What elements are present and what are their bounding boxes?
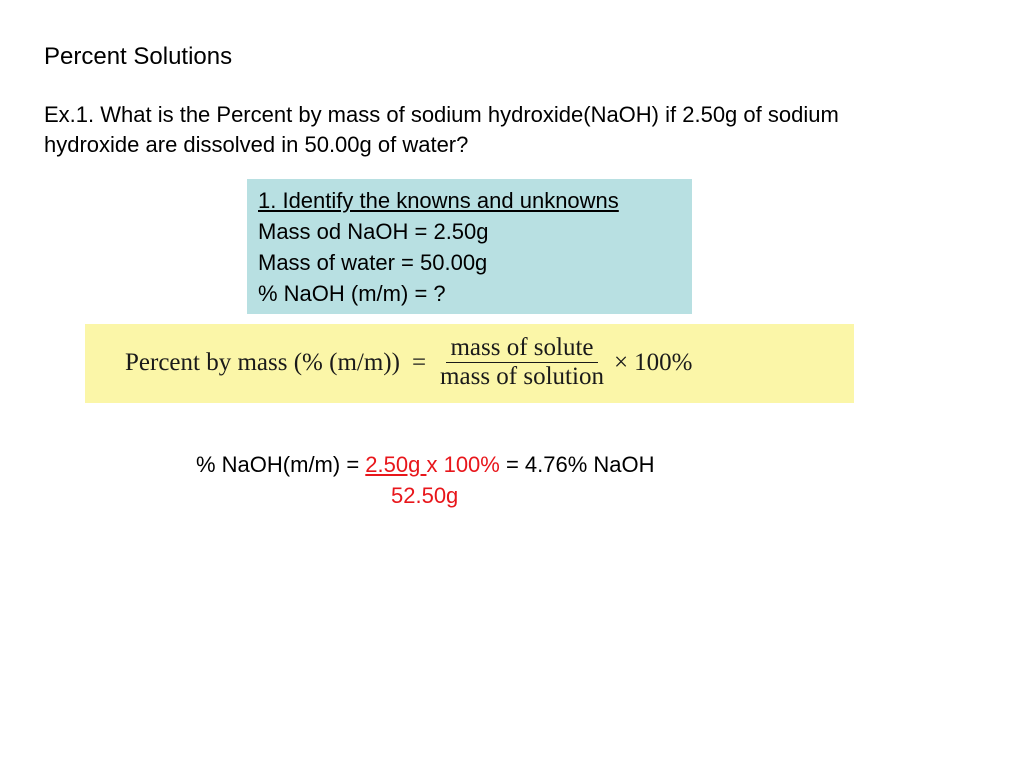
calc-result: = 4.76% NaOH	[499, 452, 655, 477]
formula-denominator: mass of solution	[440, 363, 604, 390]
formula-factor: 100%	[634, 348, 693, 376]
formula-lhs: Percent by mass (% (m/m))	[125, 348, 400, 376]
percent-mass-formula	[125, 335, 692, 390]
formula-numerator: mass of solute	[446, 335, 597, 363]
formula-equals: =	[411, 348, 427, 376]
known-naoh-mass: Mass od NaOH = 2.50g	[258, 219, 489, 244]
formula-fraction	[440, 335, 604, 390]
knowns-heading: 1. Identify the knowns and unknowns	[258, 188, 619, 213]
calc-prefix: % NaOH(m/m) =	[196, 452, 366, 477]
question-line-2: hydroxide are dissolved in 50.00g of water?	[44, 132, 469, 157]
knowns-box	[247, 179, 692, 314]
known-water-mass: Mass of water = 50.00g	[258, 250, 488, 275]
calc-multiplier: x 100%	[426, 452, 500, 477]
calc-numerator: 2.50g	[365, 452, 427, 477]
formula-times: ×	[613, 348, 629, 376]
example-question	[44, 100, 994, 160]
question-line-1: Ex.1. What is the Percent by mass of sodium hydroxide(NaOH) if 2.50g of sodium	[44, 102, 839, 127]
unknown-percent: % NaOH (m/m) = ?	[258, 281, 446, 306]
calculation-line	[196, 450, 655, 480]
calc-denominator: 52.50g	[391, 483, 459, 508]
slide-title: Percent Solutions	[44, 43, 233, 70]
formula-box	[85, 324, 854, 403]
